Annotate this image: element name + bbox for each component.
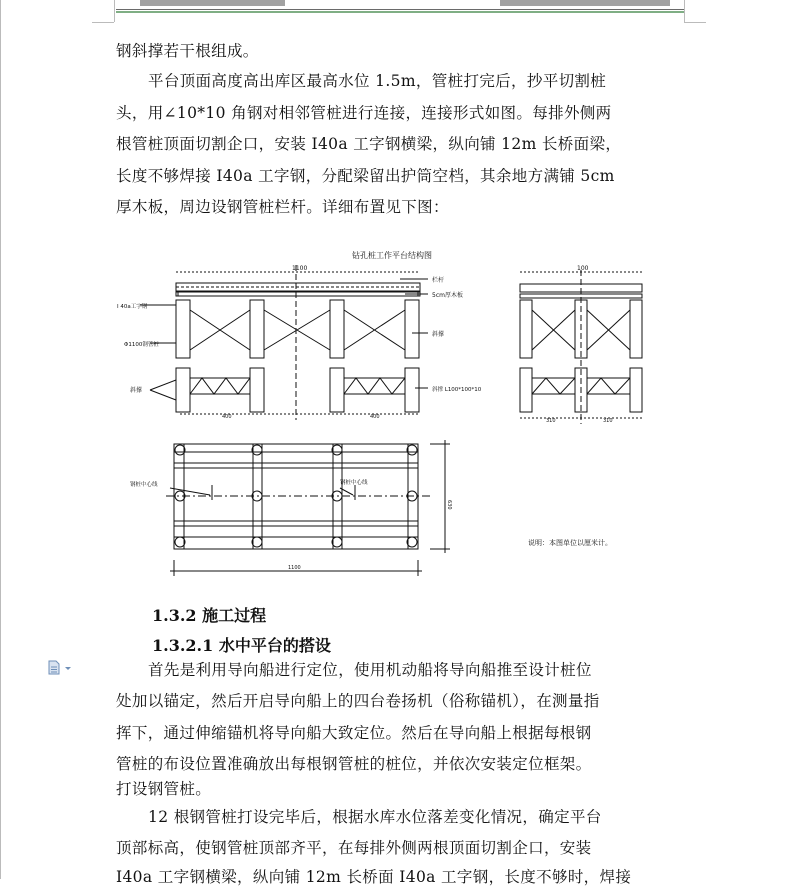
label-leaders	[140, 279, 428, 400]
label-center-right: 钢桩中心线	[340, 480, 368, 486]
figure-note: 说明：本图单位以厘米计。	[528, 539, 612, 547]
end-elevation	[520, 265, 642, 424]
figure-title: 钻孔桩工作平台结构图	[352, 251, 432, 260]
label-pile: Φ1100钢管桩	[124, 342, 159, 348]
plan-view	[166, 440, 452, 576]
dim-mid2: 400	[370, 414, 380, 420]
dim-end-right: 310	[603, 418, 613, 424]
paragraph-line: 打设钢管桩。	[116, 780, 212, 798]
paragraph-line: 根管桩顶面切割企口，安装 I40a 工字钢横梁，纵向铺 12m 长桥面梁，	[116, 135, 622, 153]
paragraph-line: 头，用∠10*10 角钢对相邻管桩进行连接，连接形式如图。每排外侧两	[116, 104, 612, 122]
subsection-heading: 1.3.2.1 水中平台的搭设	[152, 636, 331, 655]
paragraph-line: 管桩的布设位置准确放出每根钢管桩的桩位，并依次安装定位框架。	[116, 755, 592, 773]
label-plank: 5cm厚木板	[432, 292, 463, 299]
label-brace2: 斜撑	[130, 387, 143, 394]
paragraph-line: 长度不够焊接 I40a 工字钢，分配梁留出护筒空档，其余地方满铺 5cm	[116, 167, 615, 185]
label-center-left: 钢桩中心线	[130, 482, 158, 488]
paragraph-line: 处加以锚定，然后开启导向船上的四台卷扬机（俗称锚机），在测量指	[116, 692, 600, 710]
dim-end-left: 310	[546, 418, 556, 424]
dim-mid1: 400	[222, 414, 232, 420]
label-bottom-brace: 斜撑 L100*100*10	[432, 387, 482, 393]
paragraph-line: 厚木板，周边设钢管桩栏杆。详细布置见下图：	[116, 198, 449, 216]
label-railing: 栏杆	[432, 277, 445, 284]
paragraph-line: 12 根钢管桩打设完毕后，根据水库水位落差变化情况，确定平台	[148, 808, 602, 826]
lower-pile-groups	[176, 368, 420, 420]
dim-plan-width: 1100	[288, 565, 301, 571]
label-brace1: 斜撑	[432, 331, 445, 338]
paragraph-line: 挥下，通过伸缩锚机将导向船大致定位。然后在导向船上根据每根钢	[116, 724, 592, 742]
paragraph-line: I40a 工字钢横梁，纵向铺 12m 长桥面 I40a 工字钢，长度不够时，焊接	[116, 868, 632, 886]
paragraph-line: 首先是利用导向船进行定位，使用机动船将导向船推至设计桩位	[148, 661, 592, 679]
paragraph-line: 钢斜撑若干根组成。	[116, 42, 259, 60]
paragraph-line: 顶部标高，使钢管桩顶部齐平，在每排外侧两根顶面切割企口，安装	[116, 839, 592, 857]
label-i40a: I 40a工字钢	[117, 304, 148, 310]
section-heading: 1.3.2 施工过程	[152, 606, 267, 625]
paragraph-line: 平台顶面高度高出库区最高水位 1.5m，管桩打完后，抄平切割桩	[148, 72, 607, 90]
dim-top-side: 1100	[292, 265, 308, 272]
side-elevation	[176, 265, 420, 420]
document-icon[interactable]	[47, 659, 77, 677]
dim-plan-height: 630	[446, 500, 452, 510]
dim-top-end: 100	[577, 265, 589, 272]
